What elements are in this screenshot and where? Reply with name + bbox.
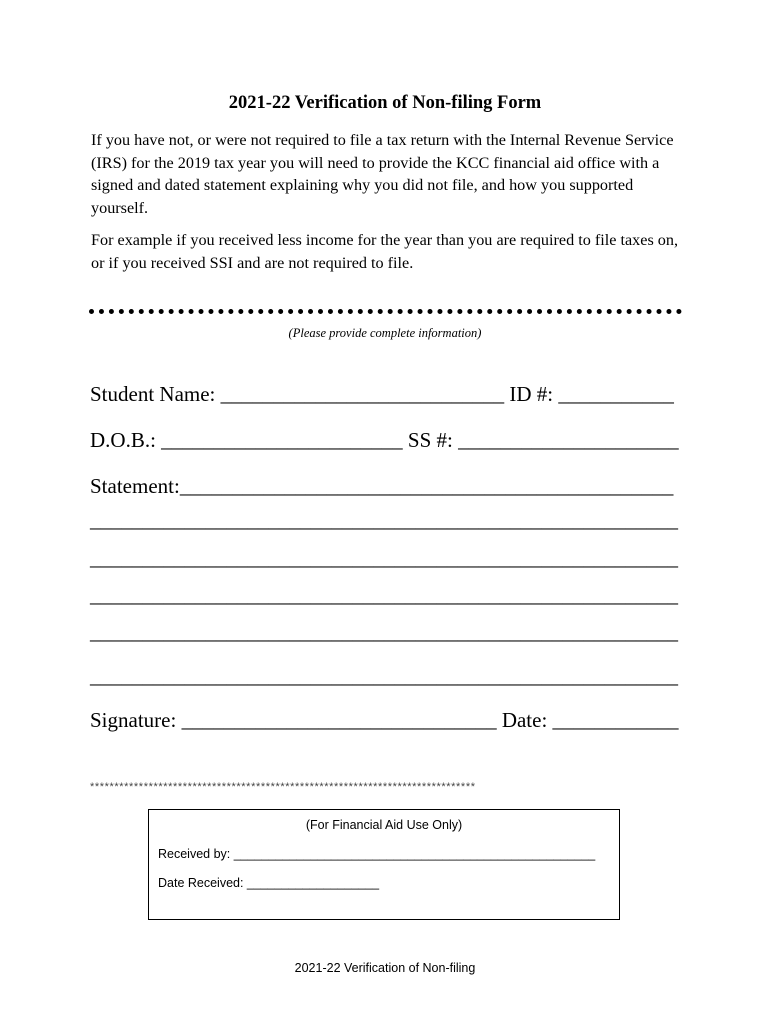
statement-field[interactable]: Statement:_______________________________________________ (90, 474, 674, 498)
statement-line[interactable]: ________________________________________________________ (90, 546, 678, 570)
form-title: 2021-22 Verification of Non-filing Form (228, 93, 542, 113)
asterisk-separator: ******************************************************************************* (90, 781, 476, 793)
statement-line[interactable]: ________________________________________________________ (90, 620, 678, 644)
statement-line[interactable]: ________________________________________________________ (90, 508, 678, 532)
signature-date-field[interactable]: Signature: ______________________________ Date: ____________ (90, 708, 679, 732)
dotted-divider (89, 309, 682, 314)
received-by-field[interactable]: Received by: ____________________________________________________ (158, 847, 596, 861)
office-use-box (148, 809, 620, 920)
dob-ssn-field[interactable]: D.O.B.: _______________________ SS #: _____________________ (90, 428, 679, 452)
date-received-field[interactable]: Date Received: ___________________ (158, 876, 380, 890)
example-paragraph: For example if you received less income for the year than you are required to file taxes on, or if you received SSI and are not required to file. (91, 231, 679, 272)
student-name-id-field[interactable]: Student Name: ___________________________ ID #: ___________ (90, 382, 674, 406)
office-use-title: (For Financial Aid Use Only) (305, 818, 463, 832)
page-footer: 2021-22 Verification of Non-filing (294, 961, 476, 975)
statement-line[interactable]: ________________________________________________________ (90, 583, 678, 607)
intro-paragraph: If you have not, or were not required to file a tax return with the Internal Revenue Service (IRS) for the 2019 tax year you will need to provide the KCC financial aid office with a signed and dated statement explaining why you did not file, and how you supported yourself. (91, 131, 674, 217)
instruction-note: (Please provide complete information) (288, 326, 482, 340)
statement-line[interactable]: ________________________________________________________ (90, 664, 678, 688)
